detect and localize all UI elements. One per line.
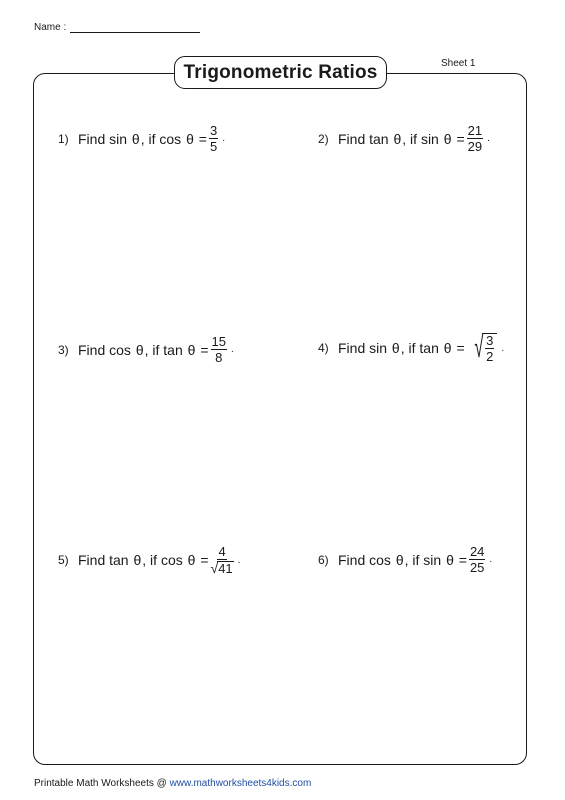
equals-sign: = [456,130,465,147]
footer-link[interactable]: www.mathworksheets4kids.com [169,778,312,789]
fraction-denominator: 8 [215,350,223,365]
theta-symbol: θ [187,552,196,568]
period: . [489,554,493,565]
problem-find-text: Find cos [78,341,131,358]
period: . [237,554,241,566]
equals-sign: = [458,551,467,568]
equals-sign: = [456,340,465,356]
period: . [487,133,490,144]
problem-given-text: , if cos [142,552,183,568]
fraction [209,124,218,153]
problem-4 [318,333,504,363]
fraction [467,124,483,153]
name-field [34,20,200,33]
problem-given-text: , if sin [402,130,439,147]
fraction-denominator: 25 [469,560,485,575]
theta-symbol: θ [443,340,452,356]
problem-given-text: , if cos [140,130,182,147]
worksheet-frame [33,73,527,765]
radical-sign: √ [474,331,484,364]
problem-find-text: Find cos [338,551,391,568]
problem-number: 3) [58,342,69,357]
footer [34,778,311,789]
radical-sign: √ [210,560,219,576]
theta-symbol: θ [131,130,140,147]
theta-symbol: θ [135,341,144,358]
fraction-denominator: 5 [209,139,218,154]
problem-6 [318,545,492,574]
fraction-denominator: 29 [467,139,483,154]
square-root-denominator [211,560,234,575]
theta-symbol: θ [187,341,196,358]
theta-symbol: θ [446,551,454,568]
sheet-label: Sheet 1 [441,58,476,69]
problem-given-text: , if tan [400,340,439,356]
problem-number: 4) [318,341,329,355]
equals-sign: = [200,552,209,568]
fraction-numerator: 21 [467,123,483,138]
fraction-denominator: 2 [486,349,494,364]
fraction-numerator: 3 [486,333,494,348]
theta-symbol: θ [393,130,402,147]
equals-sign: = [198,130,207,147]
theta-symbol: θ [133,552,142,568]
equals-sign: = [200,341,209,358]
theta-symbol: θ [391,340,400,356]
fraction-numerator: 24 [469,544,485,559]
problem-3 [58,335,234,364]
worksheet-title: Trigonometric Ratios [174,56,387,89]
theta-symbol: θ [186,130,194,147]
radicand: 41 [218,561,233,576]
fraction-numerator: 15 [211,334,226,349]
name-line [70,20,200,33]
problem-find-text: Find sin [78,130,128,147]
fraction [211,335,227,364]
square-root [467,333,498,363]
fraction-numerator: 3 [209,123,218,138]
problem-number: 1) [58,131,69,146]
problem-number: 5) [58,553,69,567]
problem-given-text: , if tan [144,341,183,358]
fraction-numerator: 4 [218,544,226,559]
problem-number: 6) [318,552,329,567]
theta-symbol: θ [443,130,452,147]
fraction [211,545,234,575]
period: . [222,133,225,144]
period: . [230,344,234,355]
problem-number: 2) [318,131,329,146]
period: . [501,342,505,354]
problem-1 [58,124,225,153]
problem-5 [58,545,240,575]
problem-find-text: Find sin [338,340,388,356]
problem-find-text: Find tan [338,130,389,147]
problem-2 [318,124,490,153]
name-label: Name : [34,22,67,33]
problem-given-text: , if sin [404,551,442,568]
fraction [485,334,494,363]
problem-find-text: Find tan [78,552,129,568]
footer-text: Printable Math Worksheets @ [34,778,170,789]
theta-symbol: θ [395,551,404,568]
fraction [469,545,485,574]
